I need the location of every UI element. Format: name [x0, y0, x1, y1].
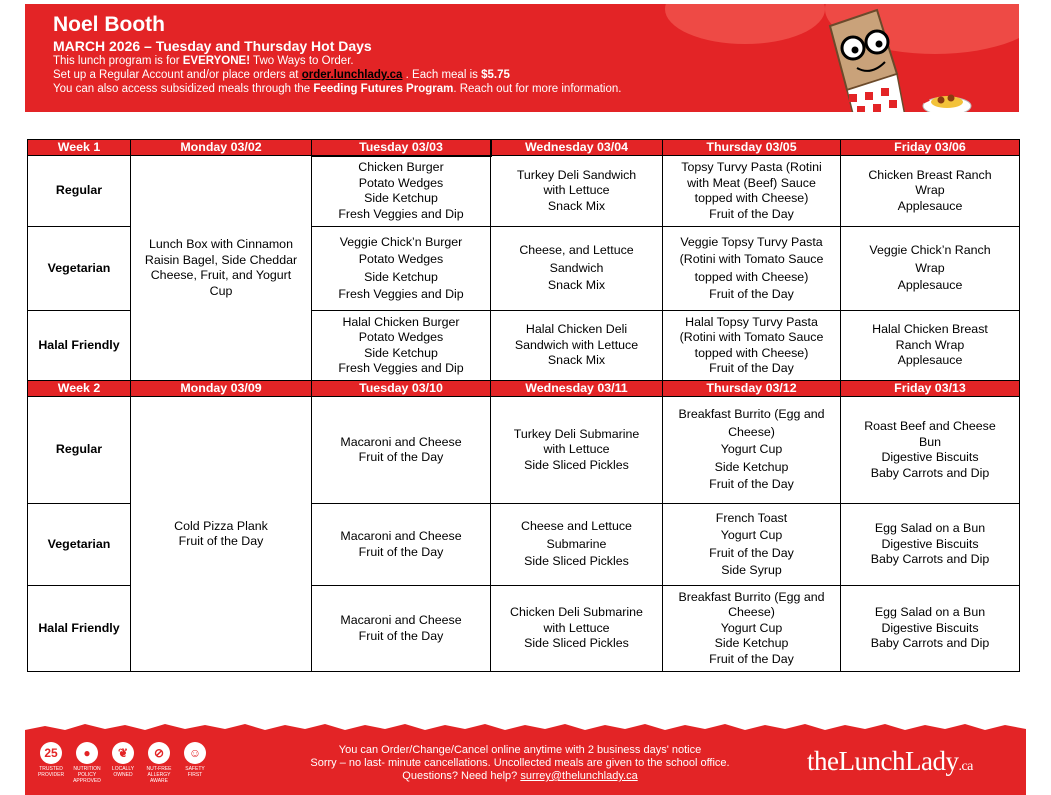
monday-menu-cell — [131, 156, 312, 381]
footer-line-cancellations: Sorry – no last- minute cancellations. Uncollected meals are given to the school office. — [310, 757, 730, 769]
menu-item-line: Digestive Biscuits — [881, 620, 979, 635]
day-header: Tuesday 03/03 — [312, 140, 491, 156]
menu-item-line: Applesauce — [897, 353, 963, 368]
menu-item-line: Baby Carrots and Dip — [870, 636, 990, 651]
menu-cell — [491, 586, 663, 672]
menu-item-line: Breakfast Burrito (Egg and — [678, 589, 825, 604]
subsidy-info-line: You can also access subsidized meals through the Feeding Futures Program. Reach out for more information. — [53, 83, 622, 95]
menu-item-line: topped with Cheese) — [694, 345, 809, 360]
menu-item-line: Chicken Deli Submarine — [510, 605, 643, 620]
ordering-info-line: Set up a Regular Account and/or place orders at order.lunchlady.ca . Each meal is $5.75 — [53, 69, 510, 81]
menu-item-line: Side Sliced Pickles — [524, 636, 629, 651]
menu-item-line: Topsy Turvy Pasta (Rotini — [681, 160, 822, 174]
menu-item-line: Cold Pizza Plank — [174, 518, 268, 533]
menu-cell — [663, 504, 841, 586]
menu-item-line: Side Ketchup — [364, 191, 438, 205]
meal-type-label: Vegetarian — [28, 504, 131, 586]
menu-item-line: Bun — [918, 434, 942, 449]
menu-item-line: Halal Topsy Turvy Pasta — [685, 314, 818, 329]
meal-type-label: Regular — [28, 156, 131, 227]
table-row — [28, 156, 1020, 227]
menu-subtitle: MARCH 2026 – Tuesday and Thursday Hot Days — [53, 38, 372, 54]
certification-badge — [107, 742, 139, 784]
menu-item-line: Veggie Chick’n Burger — [339, 234, 463, 249]
menu-cell — [312, 227, 491, 311]
menu-item-line: Snack Mix — [547, 278, 606, 293]
menu-item-line: Yogurt Cup — [720, 620, 783, 635]
lunch-lady-mascot-icon — [785, 6, 975, 112]
menu-cell — [312, 586, 491, 672]
table-row — [28, 397, 1020, 504]
menu-item-line: topped with Cheese) — [694, 191, 809, 205]
footer-line-ordering: You can Order/Change/Cancel online anytime with 2 business days' notice — [338, 744, 702, 756]
25-years-badge-icon: 25 — [40, 742, 62, 764]
order-link[interactable]: order.lunchlady.ca — [301, 69, 403, 81]
menu-item-line: Fruit of the Day — [709, 545, 794, 560]
menu-cell — [663, 397, 841, 504]
meal-type-label: Vegetarian — [28, 227, 131, 311]
menu-item-line: Potato Wedges — [358, 175, 444, 190]
menu-cell — [841, 504, 1020, 586]
badge-caption: NUTRITION POLICY APPROVED — [73, 766, 101, 784]
menu-cell — [841, 311, 1020, 381]
meal-type-label: Halal Friendly — [28, 311, 131, 381]
menu-cell — [841, 397, 1020, 504]
week-label: Week 1 — [28, 140, 131, 156]
badge-caption: TRUSTED PROVIDER — [37, 766, 65, 778]
menu-item-line: Fruit of the Day — [709, 361, 794, 375]
menu-item-line: Fresh Veggies and Dip — [338, 206, 464, 221]
menu-item-line: Applesauce — [897, 198, 963, 213]
menu-item-line: Macaroni and Cheese — [340, 529, 462, 543]
menu-item-line: Snack Mix — [547, 198, 606, 213]
day-header: Thursday 03/05 — [663, 140, 841, 156]
menu-cell — [312, 504, 491, 586]
menu-item-line: topped with Cheese) — [694, 269, 809, 284]
menu-cell — [841, 586, 1020, 672]
menu-item-line: Fruit of the Day — [358, 628, 444, 643]
week-header-row — [28, 381, 1020, 397]
day-header: Tuesday 03/10 — [312, 381, 491, 397]
menu-cell — [491, 311, 663, 381]
menu-item-line: Turkey Deli Sandwich — [516, 167, 637, 182]
menu-item-line: Cheese, Fruit, and Yogurt — [150, 268, 292, 282]
menu-item-line: Potato Wedges — [358, 330, 444, 344]
day-header: Monday 03/02 — [131, 140, 312, 156]
footer-line-help: Questions? Need help? surrey@thelunchlady.ca — [402, 770, 638, 782]
meal-price: $5.75 — [481, 69, 510, 81]
menu-item-line: Veggie Topsy Turvy Pasta — [680, 234, 823, 249]
day-header: Friday 03/13 — [841, 381, 1020, 397]
menu-item-line: Fruit of the Day — [709, 206, 794, 221]
menu-item-line: Side Syrup — [721, 563, 782, 577]
day-header: Thursday 03/12 — [663, 381, 841, 397]
menu-item-line: Side Sliced Pickles — [524, 554, 629, 569]
certification-badge — [71, 742, 103, 784]
footer-banner — [25, 712, 1026, 795]
day-header: Wednesday 03/04 — [491, 140, 663, 156]
menu-item-line: Wrap — [915, 260, 945, 275]
monday-menu-cell — [131, 397, 312, 672]
menu-item-line: Halal Chicken Burger — [342, 314, 460, 329]
menu-cell — [663, 586, 841, 672]
certification-badge — [179, 742, 211, 784]
menu-item-line: Side Ketchup — [364, 345, 438, 360]
menu-item-line: Digestive Biscuits — [881, 536, 979, 551]
menu-item-line: Halal Chicken Deli — [525, 322, 628, 337]
apple-badge-icon: ● — [76, 742, 98, 764]
menu-item-line: Potato Wedges — [358, 252, 444, 266]
menu-item-line: Sandwich — [549, 260, 604, 275]
badge-caption: SAFETY FIRST — [185, 766, 205, 778]
menu-cell — [663, 311, 841, 381]
menu-item-line: Wrap — [915, 183, 945, 198]
badge-caption: NUT-FREE ALLERGY AWARE — [146, 766, 172, 784]
menu-item-line: with Lettuce — [543, 183, 610, 198]
menu-item-line: Cup — [209, 283, 233, 298]
menu-cell — [841, 227, 1020, 311]
certification-badge — [35, 742, 67, 784]
menu-item-line: with Meat (Beef) Sauce — [687, 175, 816, 190]
menu-item-line: Digestive Biscuits — [881, 450, 979, 464]
menu-cell — [491, 227, 663, 311]
support-email-link[interactable]: surrey@thelunchlady.ca — [520, 770, 638, 782]
week-label: Week 2 — [28, 381, 131, 397]
menu-item-line: Baby Carrots and Dip — [870, 465, 990, 480]
header-banner — [25, 4, 1019, 112]
menu-item-line: Raisin Bagel, Side Cheddar — [144, 252, 298, 267]
menu-item-line: Sandwich with Lettuce — [514, 337, 639, 352]
day-header: Wednesday 03/11 — [491, 381, 663, 397]
menu-item-line: Side Sliced Pickles — [524, 457, 629, 472]
menu-item-line: Baby Carrots and Dip — [870, 552, 990, 567]
meal-type-label: Halal Friendly — [28, 586, 131, 672]
menu-item-line: Halal Chicken Breast — [872, 322, 988, 337]
menu-item-line: Egg Salad on a Bun — [874, 605, 986, 620]
menu-table — [27, 139, 1020, 672]
menu-item-line: Submarine — [546, 536, 607, 551]
footer-notice — [255, 744, 785, 783]
menu-item-line: Macaroni and Cheese — [340, 434, 462, 449]
menu-item-line: Snack Mix — [547, 353, 606, 368]
menu-item-line: Side Ketchup — [714, 636, 789, 651]
menu-item-line: Chicken Breast Ranch — [868, 167, 992, 182]
menu-cell — [312, 311, 491, 381]
menu-cell — [841, 156, 1020, 227]
menu-item-line: Cheese) — [728, 605, 775, 620]
menu-item-line: Macaroni and Cheese — [340, 613, 462, 627]
menu-item-line: Fruit of the Day — [709, 651, 794, 666]
menu-item-line: Cheese) — [728, 424, 775, 439]
menu-item-line: with Lettuce — [543, 620, 610, 635]
menu-item-line: Veggie Chick’n Ranch — [869, 243, 991, 258]
menu-item-line: Fruit of the Day — [358, 544, 444, 559]
maple-leaf-badge-icon: ❦ — [112, 742, 134, 764]
week-header-row — [28, 140, 1020, 156]
menu-item-line: Yogurt Cup — [720, 528, 783, 542]
menu-item-line: Breakfast Burrito (Egg and — [678, 407, 825, 422]
menu-item-line: French Toast — [715, 510, 788, 525]
menu-cell — [663, 156, 841, 227]
school-name: Noel Booth — [53, 13, 165, 36]
nut-free-badge-icon: ⊘ — [148, 742, 170, 764]
certification-badges — [35, 742, 211, 784]
badge-caption: LOCALLY OWNED — [111, 766, 135, 778]
menu-item-line: (Rotini with Tomato Sauce — [679, 330, 824, 344]
menu-item-line: Fruit of the Day — [709, 477, 794, 492]
menu-cell — [312, 397, 491, 504]
safety-badge-icon: ☺ — [184, 742, 206, 764]
menu-item-line: (Rotini with Tomato Sauce — [679, 252, 824, 266]
menu-item-line: Yogurt Cup — [720, 442, 783, 457]
menu-item-line: Lunch Box with Cinnamon — [149, 237, 293, 251]
menu-item-line: with Lettuce — [543, 442, 610, 457]
program-info-line: This lunch program is for EVERYONE! Two Ways to Order. — [53, 55, 354, 67]
menu-item-line: Cheese, and Lettuce — [519, 243, 634, 258]
day-header: Friday 03/06 — [841, 140, 1020, 156]
menu-item-line: Applesauce — [897, 278, 963, 293]
menu-item-line: Side Ketchup — [364, 269, 438, 284]
menu-item-line: Ranch Wrap — [895, 337, 965, 352]
menu-cell — [491, 397, 663, 504]
day-header: Monday 03/09 — [131, 381, 312, 397]
meal-type-label: Regular — [28, 397, 131, 504]
menu-item-line: Fruit of the Day — [709, 287, 794, 301]
menu-item-line: Cheese and Lettuce — [521, 519, 632, 534]
menu-item-line: Egg Salad on a Bun — [874, 521, 986, 536]
menu-cell — [663, 227, 841, 311]
menu-item-line: Fresh Veggies and Dip — [338, 361, 464, 375]
menu-item-line: Turkey Deli Submarine — [513, 426, 640, 441]
menu-item-line: Chicken Burger — [358, 160, 444, 174]
menu-item-line: Fruit of the Day — [358, 450, 444, 464]
menu-item-line: Side Ketchup — [714, 459, 789, 474]
menu-cell — [491, 156, 663, 227]
menu-cell — [312, 156, 491, 227]
menu-item-line: Roast Beef and Cheese — [864, 419, 996, 433]
certification-badge — [143, 742, 175, 784]
brand-logo: theLunchLady.ca — [807, 746, 973, 776]
menu-item-line: Fresh Veggies and Dip — [338, 287, 464, 301]
menu-cell — [491, 504, 663, 586]
menu-item-line: Fruit of the Day — [178, 534, 264, 548]
